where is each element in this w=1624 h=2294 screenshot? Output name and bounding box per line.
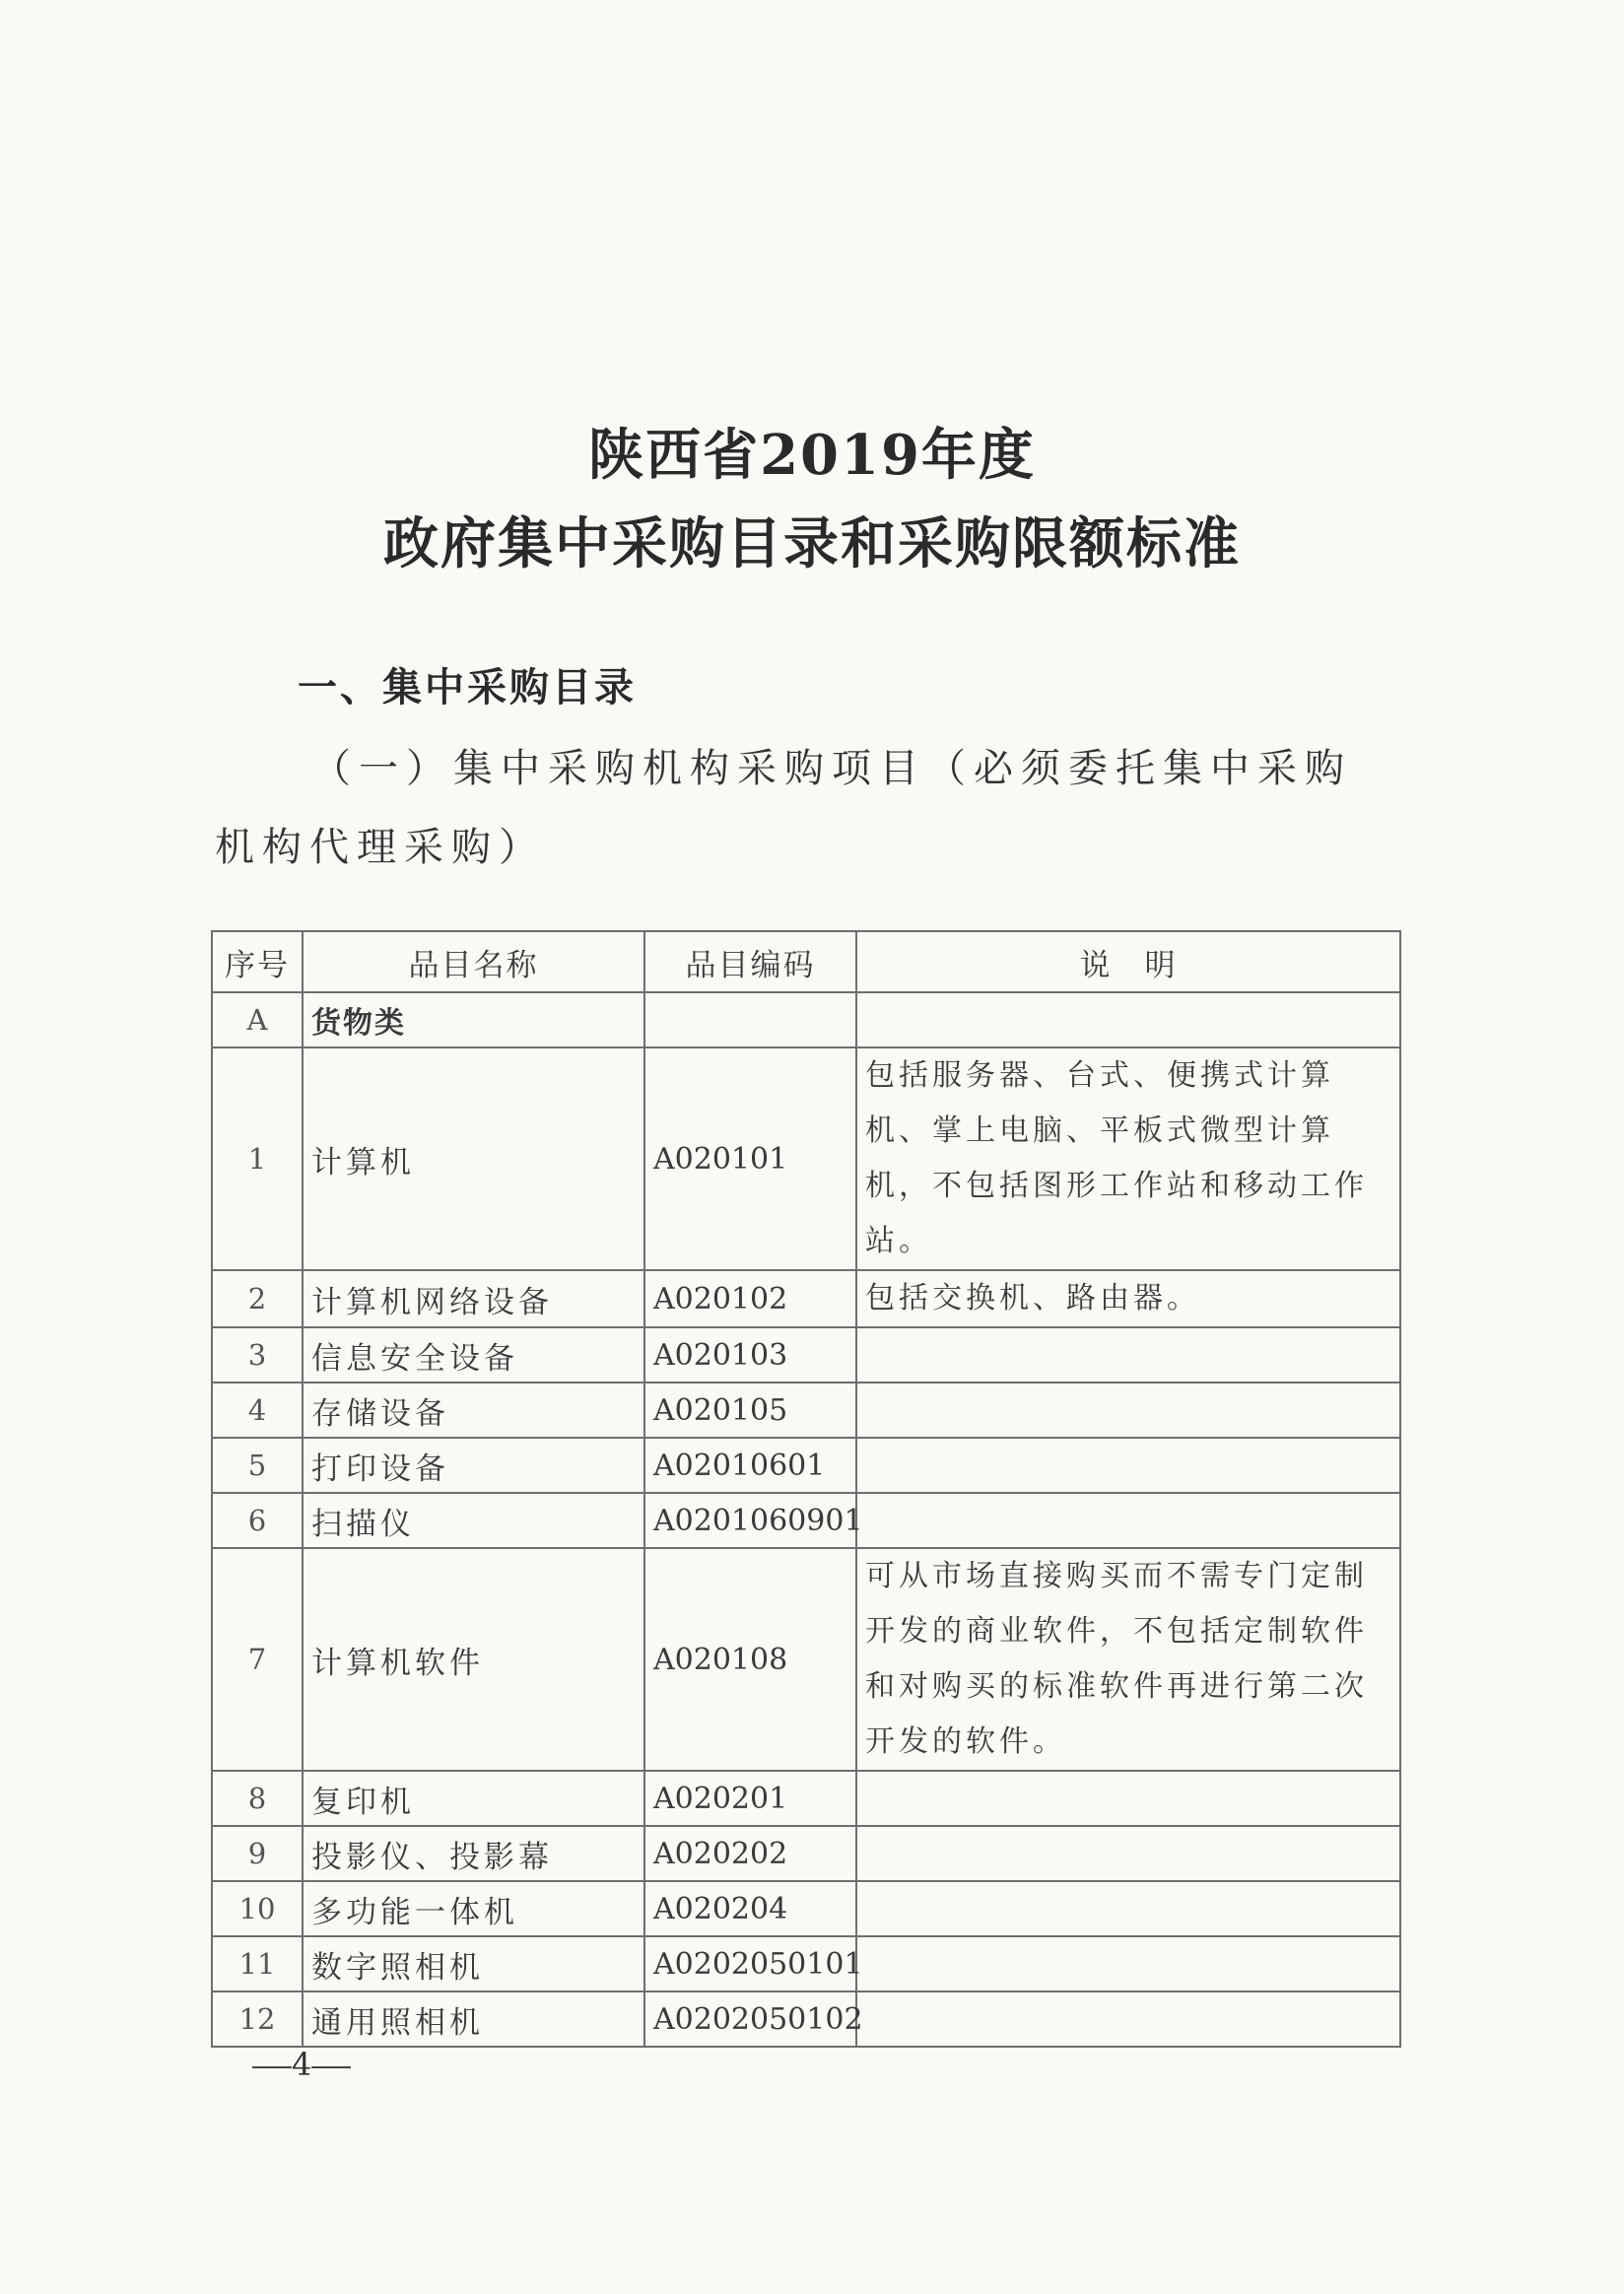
table-row <box>212 1881 1400 1936</box>
subsection-paragraph: （一）集中采购机构采购项目（必须委托集中采购机构代理采购） <box>215 746 1352 870</box>
row-desc <box>856 1826 1400 1881</box>
row-name: 打印设备 <box>303 1438 644 1493</box>
page-number-dash-right <box>311 2066 351 2068</box>
row-code: A0202050102 <box>644 1991 856 2047</box>
table-row <box>212 1548 1400 1771</box>
row-name: 投影仪、投影幕 <box>303 1826 644 1881</box>
table-row <box>212 1991 1400 2047</box>
row-code: A020102 <box>644 1270 856 1327</box>
row-name: 计算机 <box>303 1047 644 1270</box>
row-code: A020201 <box>644 1771 856 1826</box>
procurement-catalog-table <box>211 930 1401 2048</box>
row-code <box>644 992 856 1047</box>
row-name: 多功能一体机 <box>303 1881 644 1936</box>
row-no: 10 <box>212 1881 303 1936</box>
row-code: A020105 <box>644 1383 856 1438</box>
row-code: A0202050101 <box>644 1936 856 1991</box>
row-desc <box>856 1438 1400 1493</box>
row-code: A020103 <box>644 1327 856 1383</box>
row-desc <box>856 1327 1400 1383</box>
table-row <box>212 1826 1400 1881</box>
row-name: 信息安全设备 <box>303 1327 644 1383</box>
table-header-row <box>212 931 1400 992</box>
row-no: 8 <box>212 1771 303 1826</box>
document-title-line-1: 陕西省2019年度 <box>588 423 1036 488</box>
row-name: 数字照相机 <box>303 1936 644 1991</box>
table-row <box>212 1383 1400 1438</box>
row-no: A <box>212 992 303 1047</box>
table-row <box>212 1438 1400 1493</box>
row-code: A02010601 <box>644 1438 856 1493</box>
table-row <box>212 1047 1400 1270</box>
page-number-value: 4 <box>292 2046 312 2083</box>
row-name: 计算机网络设备 <box>303 1270 644 1327</box>
row-desc <box>856 1383 1400 1438</box>
table-row <box>212 1327 1400 1383</box>
row-no: 4 <box>212 1383 303 1438</box>
row-code: A020101 <box>644 1047 856 1270</box>
table-row <box>212 1270 1400 1327</box>
row-no: 5 <box>212 1438 303 1493</box>
table-body <box>212 992 1400 2047</box>
page-number-dash-left <box>252 2066 292 2068</box>
row-code: A020108 <box>644 1548 856 1771</box>
document-title-line-2: 政府集中采购目录和采购限额标准 <box>383 511 1241 576</box>
row-name: 扫描仪 <box>303 1493 644 1548</box>
row-desc: 包括服务器、台式、便携式计算机、掌上电脑、平板式微型计算机，不包括图形工作站和移动工作站。 <box>856 1047 1400 1270</box>
row-name: 货物类 <box>303 992 644 1047</box>
header-code: 品目编码 <box>644 931 856 992</box>
row-desc: 可从市场直接购买而不需专门定制开发的商业软件，不包括定制软件和对购买的标准软件再进行第二次开发的软件。 <box>856 1548 1400 1771</box>
table-row <box>212 1771 1400 1826</box>
row-name: 存储设备 <box>303 1383 644 1438</box>
row-no: 11 <box>212 1936 303 1991</box>
table-row <box>212 1493 1400 1548</box>
row-desc: 包括交换机、路由器。 <box>856 1270 1400 1327</box>
row-code: A020202 <box>644 1826 856 1881</box>
row-no: 2 <box>212 1270 303 1327</box>
row-no: 9 <box>212 1826 303 1881</box>
row-name: 复印机 <box>303 1771 644 1826</box>
row-desc <box>856 1991 1400 2047</box>
page-number <box>252 2046 351 2083</box>
row-desc <box>856 1493 1400 1548</box>
row-name: 通用照相机 <box>303 1991 644 2047</box>
table-row <box>212 992 1400 1047</box>
row-desc <box>856 1881 1400 1936</box>
row-no: 3 <box>212 1327 303 1383</box>
header-desc: 说 明 <box>856 931 1400 992</box>
row-no: 7 <box>212 1548 303 1771</box>
row-desc <box>856 1771 1400 1826</box>
section-heading: 一、集中采购目录 <box>298 665 637 710</box>
row-no: 1 <box>212 1047 303 1270</box>
header-no: 序号 <box>212 931 303 992</box>
table-row <box>212 1936 1400 1991</box>
row-no: 6 <box>212 1493 303 1548</box>
row-desc <box>856 1936 1400 1991</box>
row-code: A020204 <box>644 1881 856 1936</box>
header-name: 品目名称 <box>303 931 644 992</box>
row-code: A0201060901 <box>644 1493 856 1548</box>
row-desc <box>856 992 1400 1047</box>
row-name: 计算机软件 <box>303 1548 644 1771</box>
row-no: 12 <box>212 1991 303 2047</box>
